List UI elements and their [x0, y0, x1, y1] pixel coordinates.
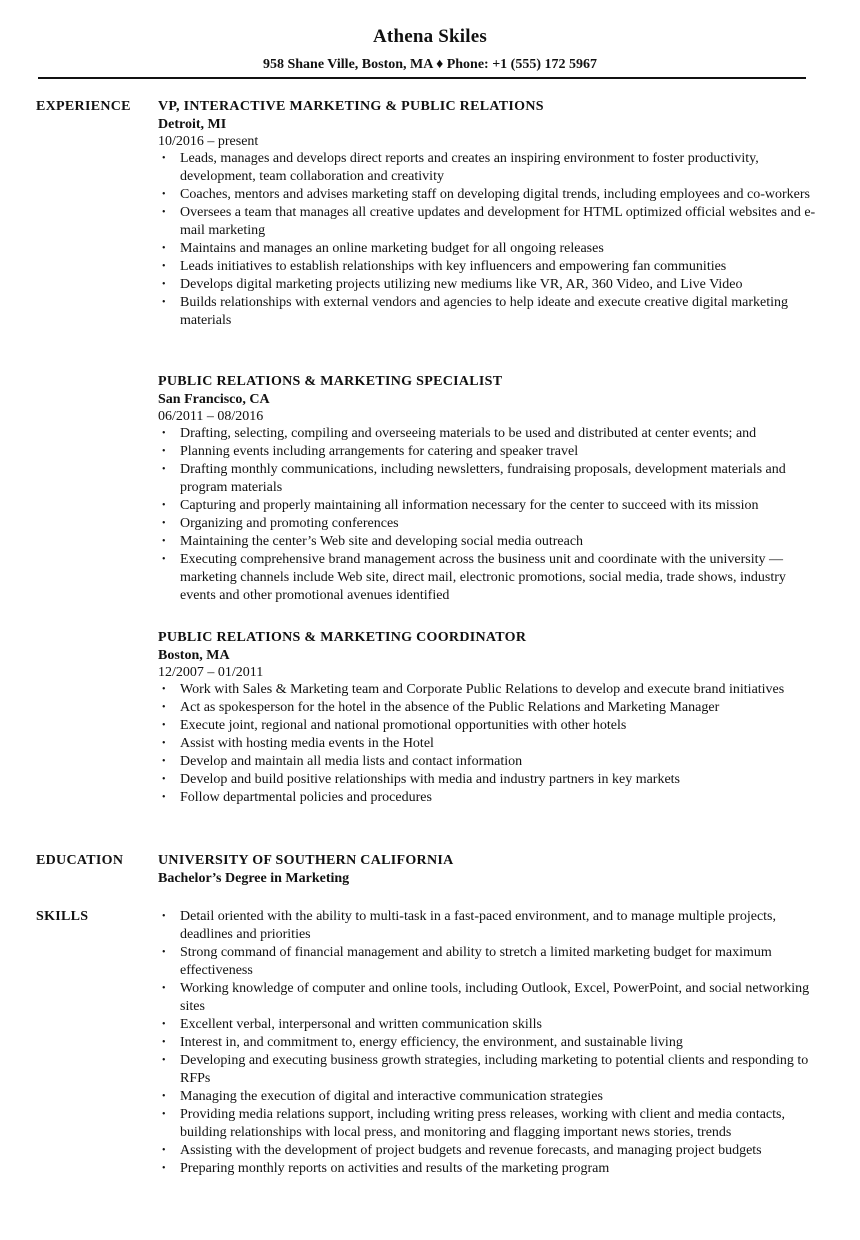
bullet-icon: •: [162, 428, 166, 439]
resume-header: [0, 24, 860, 74]
bullet-icon: •: [162, 446, 166, 457]
education-body: [158, 852, 818, 888]
job-location: Detroit, MI: [158, 117, 227, 132]
skills-bullets: [158, 908, 818, 1178]
bullet-item: • Builds relationships with external vendors and agencies to help ideate and execute creative digital marketing materials: [162, 295, 789, 328]
bullet-icon: •: [162, 1109, 166, 1120]
bullet-item: • Capturing and properly maintaining all information necessary for the center to succeed with its mission: [162, 498, 759, 513]
job-title: PUBLIC RELATIONS & MARKETING SPECIALIST: [158, 374, 503, 389]
section-label-experience: EXPERIENCE: [36, 99, 131, 114]
job-dates: 10/2016 – present: [158, 134, 259, 149]
bullet-icon: •: [162, 1163, 166, 1174]
bullet-item: • Leads, manages and develops direct reports and creates an inspiring environment to foster productivity, development, team collaboration and creativity: [162, 151, 759, 184]
bullet-item: • Develop and maintain all media lists and contact information: [162, 754, 523, 769]
job-entry: [158, 98, 818, 330]
candidate-name: Athena Skiles: [373, 26, 487, 47]
bullet-icon: •: [162, 983, 166, 994]
bullet-item: • Assist with hosting media events in the Hotel: [162, 736, 434, 751]
bullet-icon: •: [162, 207, 166, 218]
bullet-icon: •: [162, 756, 166, 767]
bullet-item: • Drafting monthly communications, including newsletters, fundraising proposals, development materials and program materials: [162, 462, 786, 495]
bullet-icon: •: [162, 774, 166, 785]
bullet-icon: •: [162, 738, 166, 749]
bullet-icon: •: [162, 1037, 166, 1048]
bullet-item: • Executing comprehensive brand management across the business unit and coordinate with the university —marketing channels include Web site, direct mail, electronic promotions, social media, trade shows, industry events and other promotional avenues identified: [162, 552, 786, 603]
bullet-item: • Leads initiatives to establish relationships with key influencers and empowering fan communities: [162, 259, 727, 274]
bullet-icon: •: [162, 279, 166, 290]
bullet-icon: •: [162, 536, 166, 547]
bullet-icon: •: [162, 1019, 166, 1030]
bullet-item: • Planning events including arrangements for catering and speaker travel: [162, 444, 579, 459]
bullet-icon: •: [162, 792, 166, 803]
bullet-item: • Oversees a team that manages all creative updates and development for HTML optimized official websites and e-mail marketing: [162, 205, 816, 238]
job-location: San Francisco, CA: [158, 392, 270, 407]
header-divider: [38, 77, 806, 79]
bullet-icon: •: [162, 1145, 166, 1156]
job-entry: [158, 373, 818, 605]
contact-line: 958 Shane Ville, Boston, MA ♦ Phone: +1 (555) 172 5967: [262, 57, 598, 72]
job-bullets: [158, 681, 818, 807]
job-bullets: [158, 150, 818, 330]
degree: Bachelor’s Degree in Marketing: [158, 871, 350, 886]
section-label-education: EDUCATION: [36, 853, 124, 868]
bullet-item: • Strong command of financial management and ability to stretch a limited marketing budget for maximum effectiveness: [162, 945, 772, 978]
bullet-item: • Maintaining the center’s Web site and developing social media outreach: [162, 534, 584, 549]
bullet-item: • Excellent verbal, interpersonal and written communication skills: [162, 1017, 542, 1032]
bullet-item: • Managing the execution of digital and interactive communication strategies: [162, 1089, 603, 1104]
bullet-icon: •: [162, 554, 166, 565]
job-bullets: [158, 425, 818, 605]
bullet-icon: •: [162, 684, 166, 695]
bullet-item: • Coaches, mentors and advises marketing staff on developing digital trends, including employees and co-workers: [162, 187, 810, 202]
bullet-item: • Execute joint, regional and national promotional opportunities with other hotels: [162, 718, 627, 733]
bullet-item: • Interest in, and commitment to, energy efficiency, the environment, and sustainable living: [162, 1035, 683, 1050]
bullet-icon: •: [162, 1091, 166, 1102]
bullet-icon: •: [162, 1055, 166, 1066]
bullet-icon: •: [162, 911, 166, 922]
bullet-icon: •: [162, 702, 166, 713]
bullet-icon: •: [162, 518, 166, 529]
bullet-icon: •: [162, 947, 166, 958]
bullet-item: • Develop and build positive relationships with media and industry partners in key markets: [162, 772, 681, 787]
job-location: Boston, MA: [158, 648, 230, 663]
bullet-item: • Develops digital marketing projects utilizing new mediums like VR, AR, 360 Video, and Live Video: [162, 277, 743, 292]
bullet-icon: •: [162, 261, 166, 272]
bullet-icon: •: [162, 720, 166, 731]
bullet-item: • Maintains and manages an online marketing budget for all ongoing releases: [162, 241, 604, 256]
bullet-item: • Drafting, selecting, compiling and overseeing materials to be used and distributed at center events; and: [162, 426, 757, 441]
bullet-item: • Providing media relations support, including writing press releases, working with client and media contacts, building relationships with local press, and monitoring and flagging important news stories, trends: [162, 1107, 785, 1140]
job-dates: 12/2007 – 01/2011: [158, 665, 264, 680]
bullet-item: • Preparing monthly reports on activities and results of the marketing program: [162, 1161, 610, 1176]
bullet-item: • Developing and executing business growth strategies, including marketing to potential clients and responding to RFPs: [162, 1053, 809, 1086]
job-entry: [158, 629, 818, 807]
bullet-icon: •: [162, 189, 166, 200]
bullet-item: • Act as spokesperson for the hotel in the absence of the Public Relations and Marketing Manager: [162, 700, 720, 715]
job-title: PUBLIC RELATIONS & MARKETING COORDINATOR: [158, 630, 527, 645]
bullet-item: • Detail oriented with the ability to multi-task in a fast-paced environment, and to manage multiple projects, deadlines and priorities: [162, 909, 776, 942]
skills-body: [158, 908, 818, 1178]
bullet-icon: •: [162, 464, 166, 475]
bullet-icon: •: [162, 243, 166, 254]
bullet-item: • Working knowledge of computer and online tools, including Outlook, Excel, PowerPoint, and social networking sites: [162, 981, 810, 1014]
bullet-icon: •: [162, 153, 166, 164]
bullet-item: • Work with Sales & Marketing team and Corporate Public Relations to develop and execute brand initiatives: [162, 682, 785, 697]
job-dates: 06/2011 – 08/2016: [158, 409, 264, 424]
bullet-icon: •: [162, 297, 166, 308]
job-title: VP, INTERACTIVE MARKETING & PUBLIC RELATIONS: [158, 99, 544, 114]
bullet-item: • Follow departmental policies and procedures: [162, 790, 432, 805]
bullet-item: • Assisting with the development of project budgets and revenue forecasts, and managing project budgets: [162, 1143, 762, 1158]
section-label-skills: SKILLS: [36, 909, 89, 924]
bullet-item: • Organizing and promoting conferences: [162, 516, 399, 531]
bullet-icon: •: [162, 500, 166, 511]
school-name: UNIVERSITY OF SOUTHERN CALIFORNIA: [158, 853, 454, 868]
